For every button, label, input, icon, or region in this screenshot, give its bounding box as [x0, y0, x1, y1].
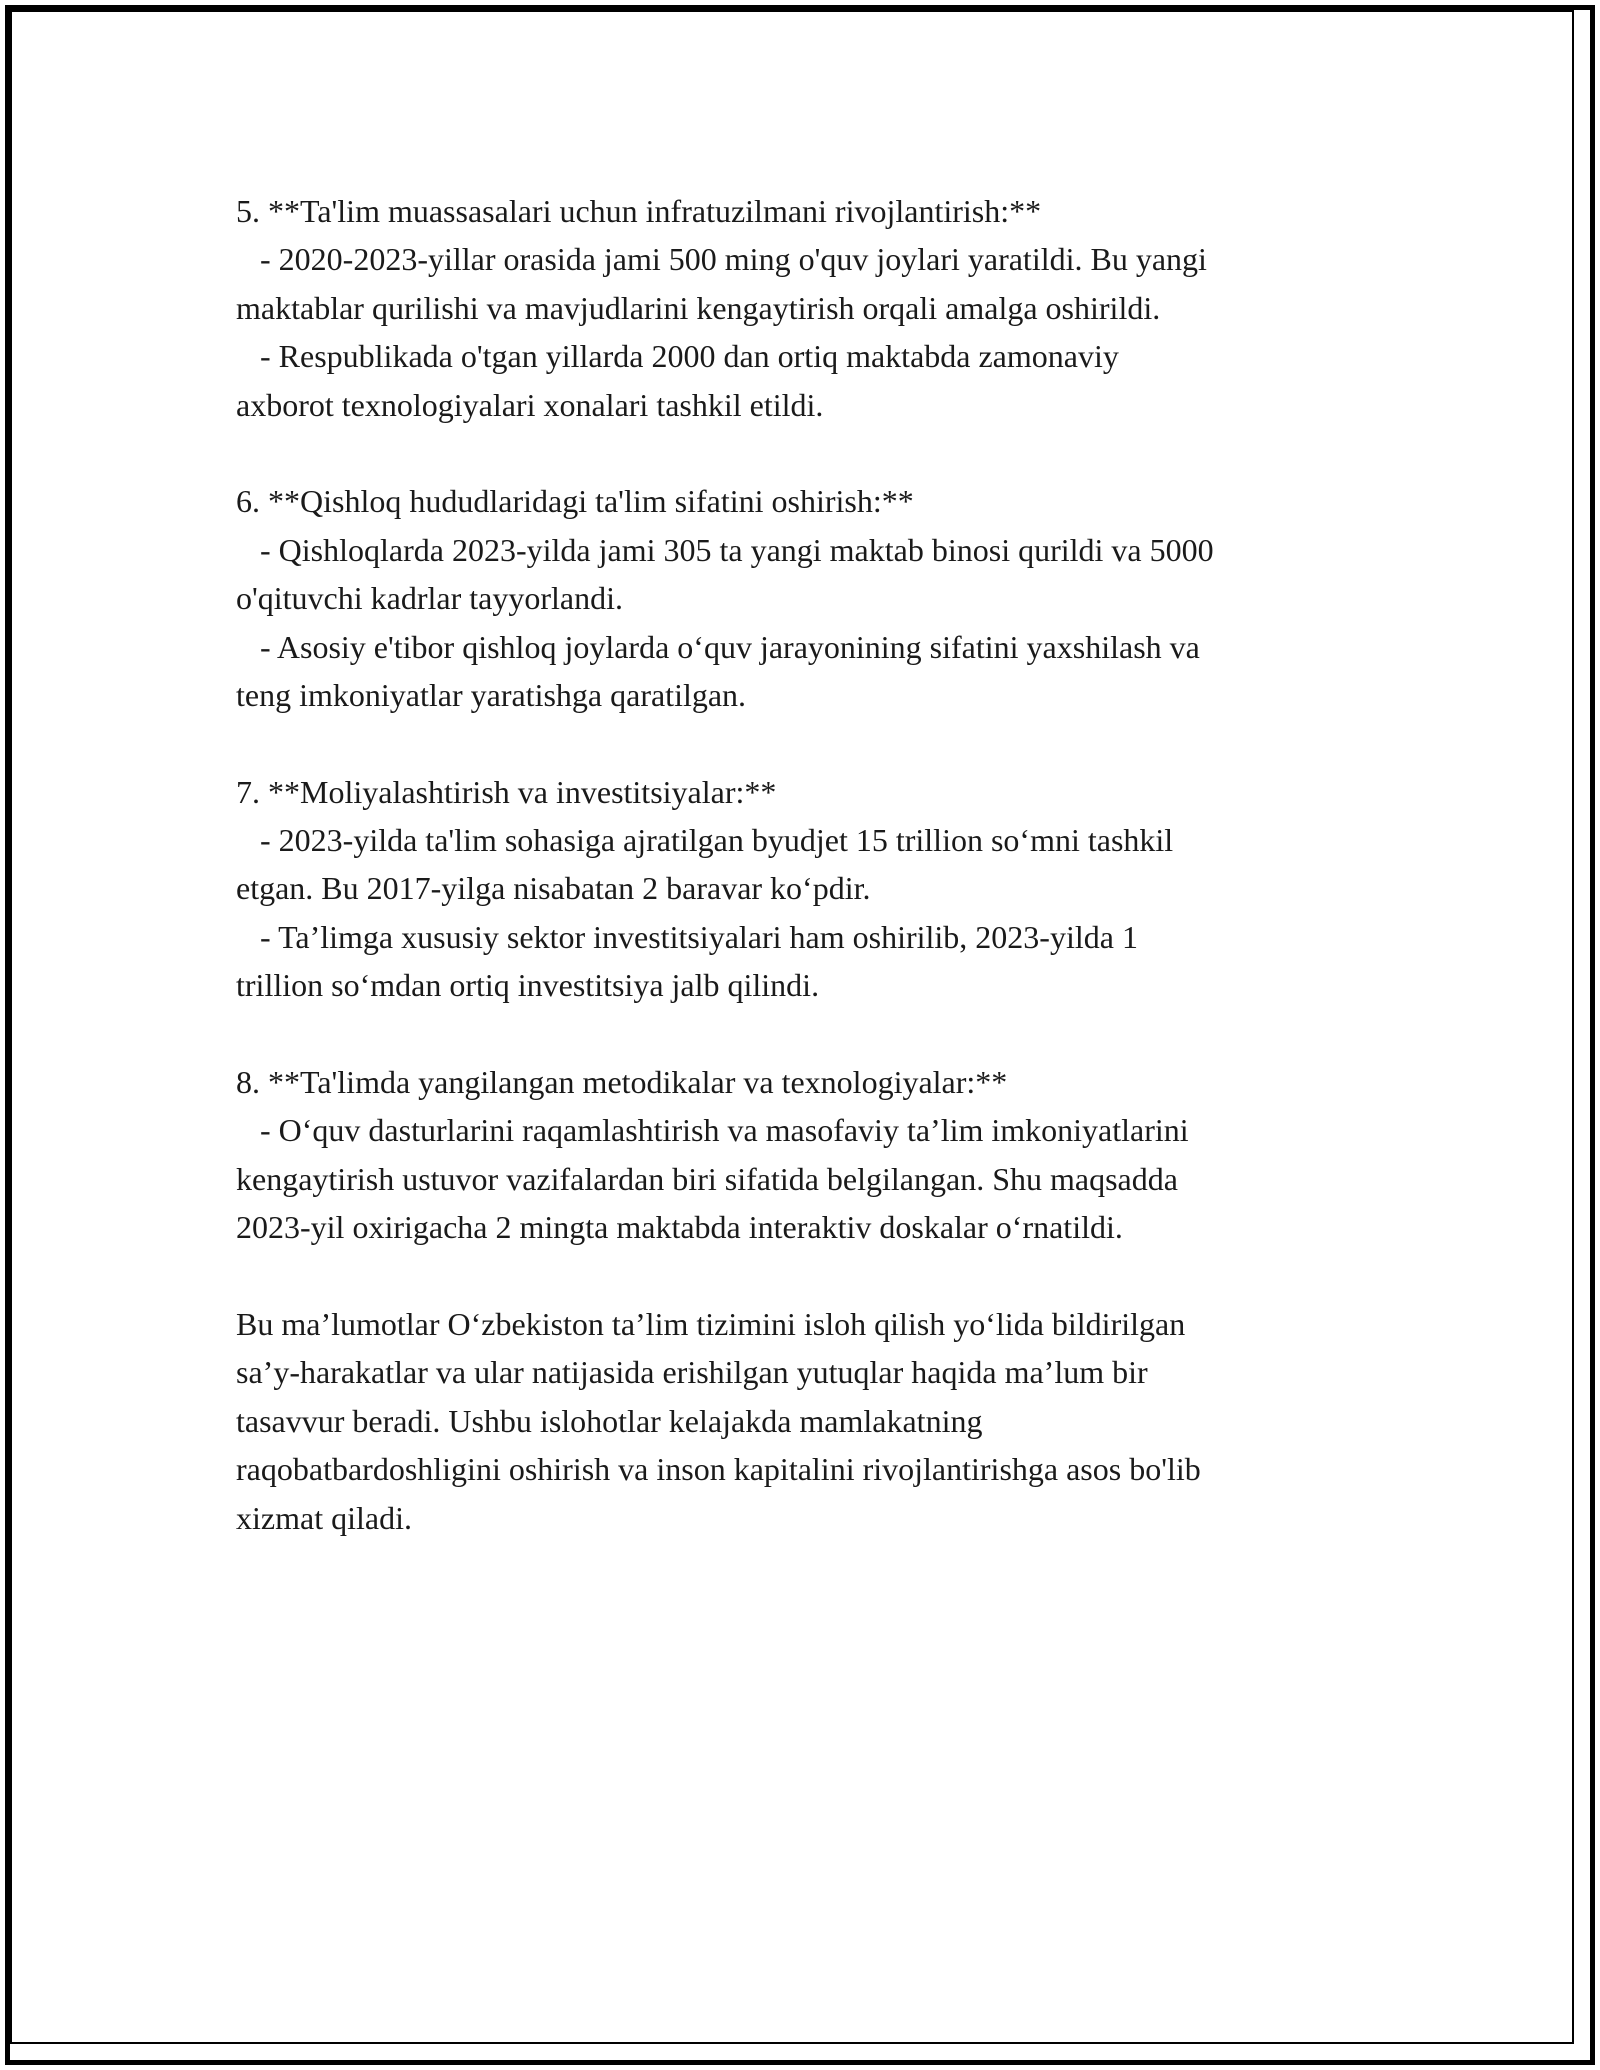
paragraph-line: xizmat qiladi. [236, 1499, 412, 1536]
section-financing [236, 768, 1366, 1010]
bullet-line: trillion so‘mdan ortiq investitsiya jalb qilindi. [236, 967, 820, 1004]
section-heading: 6. **Qishloq hududlaridagi ta'lim sifatini oshirish:** [236, 483, 914, 520]
bullet-line: o'qituvchi kadrlar tayyorlandi. [236, 580, 623, 617]
bullet-line: kengaytirish ustuvor vazifalardan biri sifatida belgilangan. Shu maqsadda [236, 1160, 1178, 1197]
bullet-line: - Asosiy e'tibor qishloq joylarda o‘quv jarayonining sifatini yaxshilash va [236, 628, 1200, 665]
document-body [236, 187, 1366, 1590]
section-heading: 8. **Ta'limda yangilangan metodikalar va texnologiyalar:** [236, 1064, 1008, 1101]
section-methodology [236, 1058, 1366, 1252]
bullet-line: teng imkoniyatlar yaratishga qaratilgan. [236, 676, 747, 713]
paragraph-line: tasavvur beradi. Ushbu islohotlar kelajakda mamlakatning [236, 1402, 983, 1439]
bullet-line: maktablar qurilishi va mavjudlarini kengaytirish orqali amalga oshirildi. [236, 289, 1161, 326]
bullet-line: etgan. Bu 2017-yilga nisabatan 2 baravar ko‘pdir. [236, 870, 871, 907]
bullet-line: 2023-yil oxirigacha 2 mingta maktabda interaktiv doskalar o‘rnatildi. [236, 1209, 1123, 1246]
paragraph-line: sa’y-harakatlar va ular natijasida erishilgan yutuqlar haqida ma’lum bir [236, 1354, 1148, 1391]
section-conclusion [236, 1300, 1366, 1542]
bullet-line: - Ta’limga xususiy sektor investitsiyalari ham oshirilib, 2023-yilda 1 [236, 918, 1138, 955]
paragraph-line: Bu ma’lumotlar O‘zbekiston ta’lim tizimini isloh qilish yo‘lida bildirilgan [236, 1305, 1186, 1342]
bullet-line: axborot texnologiyalari xonalari tashkil etildi. [236, 386, 824, 423]
section-infrastructure [236, 187, 1366, 429]
section-heading: 5. **Ta'lim muassasalari uchun infratuzilmani rivojlantirish:** [236, 193, 1042, 229]
section-heading: 7. **Moliyalashtirish va investitsiyalar:** [236, 773, 777, 810]
section-rural-quality [236, 477, 1366, 719]
paragraph-line: raqobatbardoshligini oshirish va inson kapitalini rivojlantirishga asos bo'lib [236, 1451, 1201, 1488]
bullet-line: - 2023-yilda ta'lim sohasiga ajratilgan byudjet 15 trillion so‘mni tashkil [236, 822, 1174, 859]
bullet-line: - O‘quv dasturlarini raqamlashtirish va masofaviy ta’lim imkoniyatlarini [236, 1112, 1189, 1149]
bullet-line: - Qishloqlarda 2023-yilda jami 305 ta yangi maktab binosi qurildi va 5000 [236, 531, 1214, 568]
bullet-line: - 2020-2023-yillar orasida jami 500 ming o'quv joylari yaratildi. Bu yangi [236, 241, 1207, 278]
bullet-line: - Respublikada o'tgan yillarda 2000 dan ortiq maktabda zamonaviy [236, 338, 1119, 375]
